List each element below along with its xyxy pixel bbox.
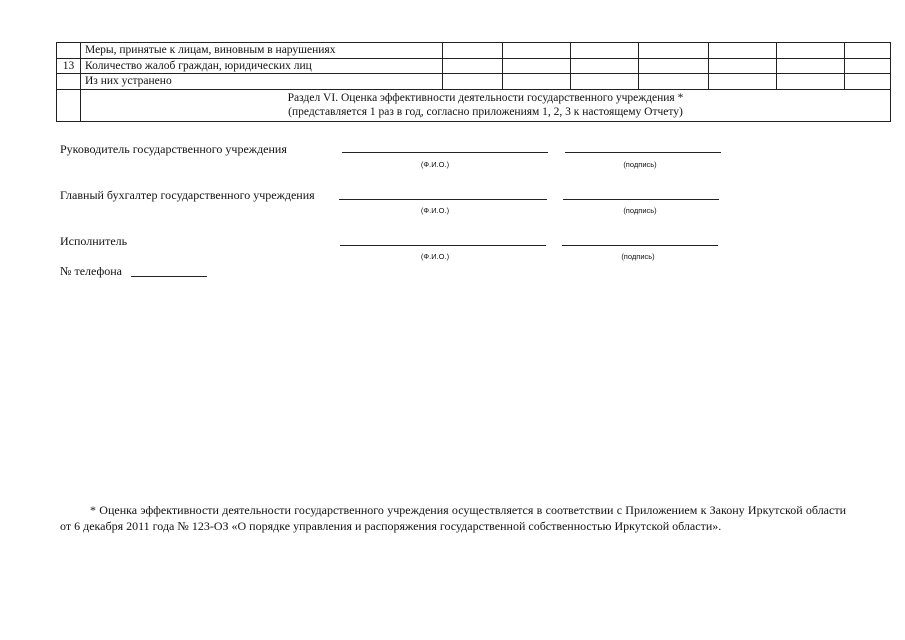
table-cell xyxy=(777,58,845,74)
table-cell xyxy=(845,58,891,74)
footnote: * Оценка эффективности деятельности государственного учреждения осуществляется в соответствии с Приложением к Закону Иркутской области от 6 декабря 2011 года № 123-ОЗ «О порядке управления и распоряжения государственной собственностью Иркутской области». xyxy=(60,503,846,533)
accountant-signature-line xyxy=(563,199,719,200)
executor-signature-line xyxy=(562,245,718,246)
accountant-fio-line xyxy=(339,199,547,200)
signature-caption: (подпись) xyxy=(623,160,657,169)
row-label: Количество жалоб граждан, юридических лиц xyxy=(81,58,443,74)
section-row xyxy=(57,89,891,121)
table-cell xyxy=(503,74,571,90)
row-number xyxy=(57,74,81,90)
table-cell xyxy=(709,43,777,59)
table-cell xyxy=(639,74,709,90)
table-cell xyxy=(709,58,777,74)
fio-caption: (Ф.И.О.) xyxy=(420,206,450,215)
section-subtitle: (представляется 1 раз в год, согласно приложениям 1, 2, 3 к настоящему Отчету) xyxy=(288,106,683,119)
table-cell xyxy=(777,43,845,59)
row-label: Из них устранено xyxy=(81,74,443,90)
phone-label: № телефона xyxy=(60,264,123,278)
row-number xyxy=(57,43,81,59)
head-signature-label: Руководитель государственного учреждения xyxy=(60,142,287,156)
table-cell xyxy=(571,58,639,74)
section-heading xyxy=(81,89,891,121)
fio-caption: (Ф.И.О.) xyxy=(420,160,450,169)
table-cell xyxy=(443,43,503,59)
report-table xyxy=(56,42,891,122)
table-cell xyxy=(845,43,891,59)
table-cell xyxy=(777,74,845,90)
row-number: 13 xyxy=(57,58,81,74)
accountant-signature-label: Главный бухгалтер государственного учреждения xyxy=(60,188,315,202)
head-fio-line xyxy=(342,152,548,153)
signature-caption: (подпись) xyxy=(623,206,657,215)
table-cell xyxy=(503,58,571,74)
table-cell xyxy=(57,89,81,121)
table-row xyxy=(57,43,891,59)
signature-caption: (подпись) xyxy=(621,252,655,261)
executor-fio-line xyxy=(340,245,546,246)
table-cell xyxy=(443,58,503,74)
table-cell xyxy=(571,74,639,90)
table-cell xyxy=(639,43,709,59)
table-cell xyxy=(443,74,503,90)
table-row xyxy=(57,74,891,90)
table-cell xyxy=(571,43,639,59)
table-cell xyxy=(639,58,709,74)
table-cell xyxy=(503,43,571,59)
table-cell xyxy=(845,74,891,90)
executor-signature-label: Исполнитель xyxy=(60,234,128,248)
row-label: Меры, принятые к лицам, виновным в нарушениях xyxy=(81,43,443,59)
head-signature-line xyxy=(565,152,721,153)
fio-caption: (Ф.И.О.) xyxy=(420,252,450,261)
phone-line xyxy=(131,276,207,277)
table-cell xyxy=(709,74,777,90)
section-title: Раздел VI. Оценка эффективности деятельности государственного учреждения * xyxy=(287,92,684,105)
table-row xyxy=(57,58,891,74)
